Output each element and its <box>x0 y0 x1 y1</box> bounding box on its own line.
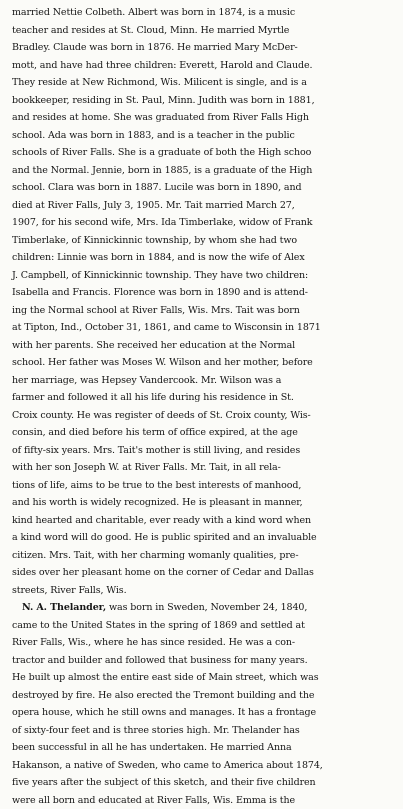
paragraph-line: consin, and died before his term of office expired, at the age <box>12 424 395 442</box>
subject-name: N. A. Thelander, <box>22 602 106 613</box>
paragraph-line: destroyed by fire. He also erected the Tremont building and the <box>12 687 395 705</box>
paragraph-line: schools of River Falls. She is a graduate of both the High schoo <box>12 144 395 162</box>
paragraph-line: They reside at New Richmond, Wis. Milicent is single, and is a <box>12 74 395 92</box>
paragraph-line: a kind word will do good. He is public spirited and an invaluable <box>12 529 395 547</box>
paragraph-line: River Falls, Wis., where he has since resided. He was a con- <box>12 634 395 652</box>
biography-paragraph-thelander <box>12 599 395 809</box>
paragraph-line: Croix county. He was register of deeds of St. Croix county, Wis- <box>12 407 395 425</box>
paragraph-line: sides over her pleasant home on the corner of Cedar and Dallas <box>12 564 395 582</box>
paragraph-line: Hakanson, a native of Sweden, who came to America about 1874, <box>12 757 395 775</box>
paragraph-line: children: Linnie was born in 1884, and is now the wife of Alex <box>12 249 395 267</box>
paragraph-line: Timberlake, of Kinnickinnic township, by whom she had two <box>12 232 395 250</box>
paragraph-line: tractor and builder and followed that business for many years. <box>12 652 395 670</box>
paragraph-line: He built up almost the entire east side of Main street, which was <box>12 669 395 687</box>
paragraph-line: and his worth is widely recognized. He is pleasant in manner, <box>12 494 395 512</box>
paragraph-line: farmer and followed it all his life during his residence in St. <box>12 389 395 407</box>
paragraph-line: school. Ada was born in 1883, and is a teacher in the public <box>12 127 395 145</box>
biography-paragraph-tait <box>12 4 395 599</box>
paragraph-line: school. Her father was Moses W. Wilson and her mother, before <box>12 354 395 372</box>
paragraph-line: J. Campbell, of Kinnickinnic township. They have two children: <box>12 267 395 285</box>
paragraph-line: streets, River Falls, Wis. <box>12 582 395 600</box>
first-line-text: was born in Sweden, November 24, 1840, <box>106 602 307 613</box>
paragraph-line: and the Normal. Jennie, born in 1885, is a graduate of the High <box>12 162 395 180</box>
paragraph-line: bookkeeper, residing in St. Paul, Minn. Judith was born in 1881, <box>12 92 395 110</box>
paragraph-line: school. Clara was born in 1887. Lucile was born in 1890, and <box>12 179 395 197</box>
paragraph-line: Isabella and Francis. Florence was born in 1890 and is attend- <box>12 284 395 302</box>
paragraph-line <box>12 599 395 617</box>
paragraph-line: five years after the subject of this sketch, and their five children <box>12 774 395 792</box>
paragraph-line: teacher and resides at St. Cloud, Minn. He married Myrtle <box>12 22 395 40</box>
paragraph-line: with her son Joseph W. at River Falls. Mr. Tait, in all rela- <box>12 459 395 477</box>
paragraph-line: with her parents. She received her education at the Normal <box>12 337 395 355</box>
paragraph-line: mott, and have had three children: Everett, Harold and Claude. <box>12 57 395 75</box>
paragraph-line: and resides at home. She was graduated from River Falls High <box>12 109 395 127</box>
paragraph-line: were all born and educated at River Falls, Wis. Emma is the <box>12 792 395 809</box>
paragraph-line: kind hearted and charitable, ever ready with a kind word when <box>12 512 395 530</box>
paragraph-line: opera house, which he still owns and manages. It has a frontage <box>12 704 395 722</box>
paragraph-line: of fifty-six years. Mrs. Tait's mother is still living, and resides <box>12 442 395 460</box>
paragraph-line: married Nettie Colbeth. Albert was born in 1874, is a music <box>12 4 395 22</box>
paragraph-line: came to the United States in the spring of 1869 and settled at <box>12 617 395 635</box>
paragraph-line: citizen. Mrs. Tait, with her charming womanly qualities, pre- <box>12 547 395 565</box>
paragraph-line: 1907, for his second wife, Mrs. Ida Timberlake, widow of Frank <box>12 214 395 232</box>
paragraph-line: of sixty-four feet and is three stories high. Mr. Thelander has <box>12 722 395 740</box>
paragraph-line: ing the Normal school at River Falls, Wis. Mrs. Tait was born <box>12 302 395 320</box>
paragraph-line: tions of life, aims to be true to the best interests of manhood, <box>12 477 395 495</box>
paragraph-line: Bradley. Claude was born in 1876. He married Mary McDer- <box>12 39 395 57</box>
paragraph-line: at Tipton, Ind., October 31, 1861, and came to Wisconsin in 1871 <box>12 319 395 337</box>
paragraph-line: her marriage, was Hepsey Vandercook. Mr. Wilson was a <box>12 372 395 390</box>
paragraph-line: been successful in all he has undertaken. He married Anna <box>12 739 395 757</box>
paragraph-line: died at River Falls, July 3, 1905. Mr. Tait married March 27, <box>12 197 395 215</box>
